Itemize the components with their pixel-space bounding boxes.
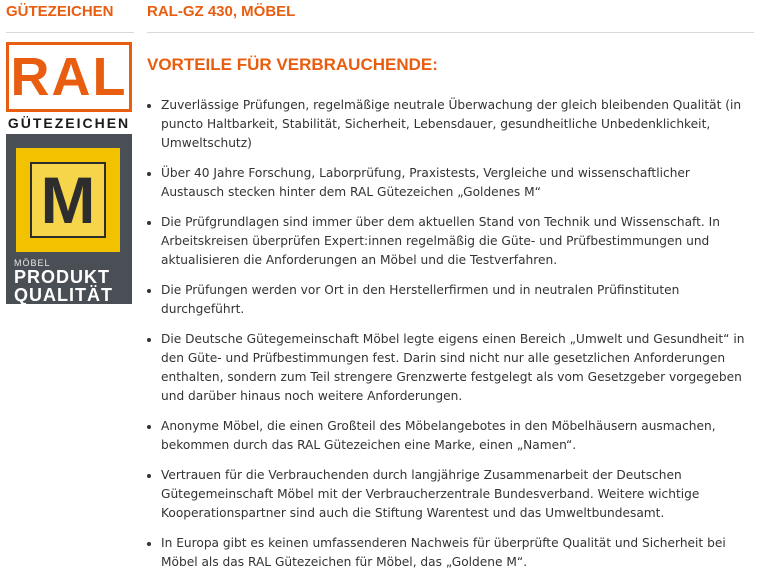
list-item: Zuverlässige Prüfungen, regelmäßige neutrale Überwachung der gleich bleibenden Qualität (in puncto Haltbarkeit, Stabilität, Sicherheit, Lebensdauer, gesundheitliche Unbedenklichkeit, Umweltschutz)	[147, 96, 754, 153]
section-title: VORTEILE FÜR VERBRAUCHENDE:	[147, 55, 438, 74]
list-item: Die Prüfungen werden vor Ort in den Herstellerfirmen und in neutralen Prüfinstituten durchgeführt.	[147, 281, 754, 319]
benefits-list	[147, 96, 754, 572]
golden-m-letter: M	[40, 163, 96, 237]
left-column	[6, 0, 134, 304]
golden-m-icon	[30, 162, 106, 238]
panel-small-label: MÖBEL	[14, 258, 51, 268]
ral-logo-box	[6, 42, 132, 112]
ral-logo-text: RAL	[10, 47, 128, 107]
heading-divider	[147, 32, 754, 33]
panel-big-label-2: QUALITÄT	[14, 285, 113, 305]
right-column	[147, 0, 754, 583]
ral-logo-subtitle: GÜTEZEICHEN	[7, 115, 131, 131]
list-item: Über 40 Jahre Forschung, Laborprüfung, Praxistests, Vergleiche und wissenschaftlicher Austausch stecken hinter dem RAL Gütezeichen „Goldenes M“	[147, 164, 754, 202]
left-divider	[6, 32, 134, 33]
list-item: In Europa gibt es keinen umfassenderen Nachweis für überprüfte Qualität und Sicherheit bei Möbel als das RAL Gütezeichen für Möbel, das „Goldene M“.	[147, 534, 754, 572]
list-item: Vertrauen für die Verbrauchenden durch langjährige Zusammenarbeit der Deutschen Gütegemeinschaft Möbel mit der Verbraucherzentrale Bundesverband. Weitere wichtige Kooperationspartner sind auch die Stiftung Warentest und das Umweltbundesamt.	[147, 466, 754, 523]
ral-guetezeichen-logo	[6, 42, 134, 304]
golden-m-square	[16, 148, 120, 252]
left-heading: GÜTEZEICHEN	[6, 3, 114, 20]
list-item: Anonyme Möbel, die einen Großteil des Möbelangebotes in den Möbelhäusern ausmachen, bekommen durch das RAL Gütezeichen eine Marke, einen „Namen“.	[147, 417, 754, 455]
page-heading: RAL-GZ 430, MÖBEL	[147, 3, 296, 20]
list-item: Die Deutsche Gütegemeinschaft Möbel legte eigens einen Bereich „Umwelt und Gesundheit“ in den Güte- und Prüfbestimmungen fest. Darin sind nicht nur alle gesetzlichen Anforderungen enthalten, sondern zum Teil strengere Grenzwerte festgelegt als vom Gesetzgeber vorgegeben und darüber hinaus noch weitere Anforderungen.	[147, 330, 754, 406]
panel-big-label-1: PRODUKT	[14, 267, 110, 287]
moebel-quality-panel	[6, 134, 132, 304]
list-item: Die Prüfgrundlagen sind immer über dem aktuellen Stand von Technik und Wissenschaft. In Arbeitskreisen überprüfen Expert:innen regelmäßig die Güte- und Prüfbestimmungen und aktualisieren die Anforderungen an Möbel und die Testverfahren.	[147, 213, 754, 270]
